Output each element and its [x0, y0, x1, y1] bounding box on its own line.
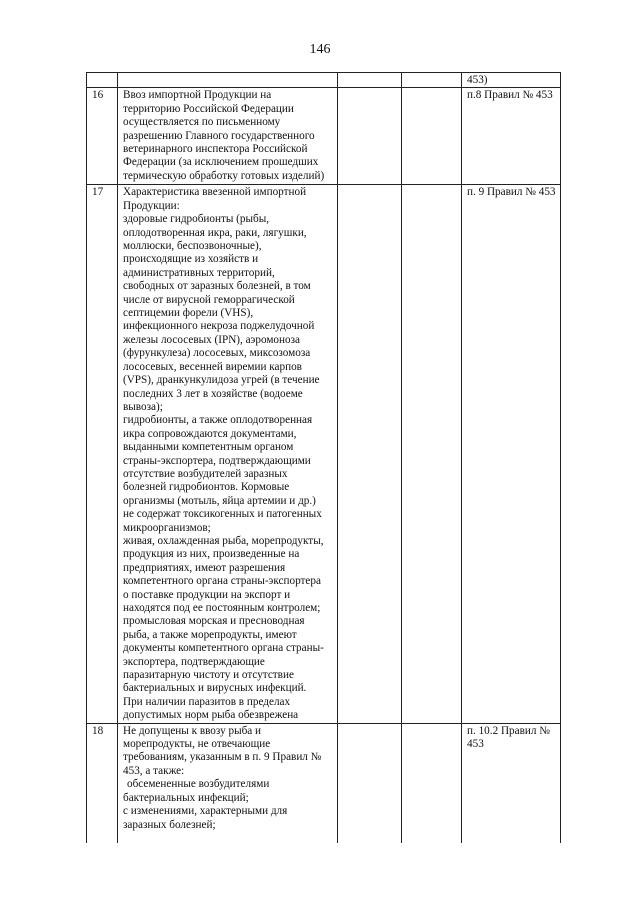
text-line: ветеринарного инспектора Российской	[123, 143, 308, 156]
empty-cell-a	[338, 88, 402, 185]
empty-cell-b	[402, 185, 462, 723]
text-line: термическую обработку готовых изделий)	[123, 169, 325, 182]
text-line: бактериальных инфекций;	[123, 791, 249, 804]
empty-cell-b	[402, 88, 462, 185]
text-line: здоровые гидробионты (рыбы,	[123, 213, 270, 226]
text-line: При наличии паразитов в пределах	[123, 695, 291, 708]
text-line: Федерации (за исключением прошедших	[123, 156, 319, 169]
reference-cell	[462, 73, 561, 88]
text-line: предприятиях, имеют разрешения	[123, 561, 286, 574]
text-line: Продукции:	[123, 199, 180, 212]
text-line: компетентного органа страны-экспортера	[123, 575, 321, 588]
requirement-text	[118, 88, 338, 185]
page-number: 146	[309, 42, 331, 57]
text-line: оплодотворенная икра, раки, лягушки,	[123, 226, 307, 239]
reference-cell	[462, 185, 561, 723]
table-body	[87, 73, 561, 844]
text-line: о поставке продукции на экспорт и	[123, 588, 291, 601]
reference-line: 453	[467, 738, 484, 751]
text-line: отсутствие возбудителей заразных	[123, 467, 288, 480]
text-line: (VPS), дранкункулидоза угрей (в течение	[123, 374, 320, 387]
text-line: свободных от заразных болезней, в том	[123, 280, 311, 293]
text-line: разрешению Главного государственного	[123, 129, 315, 142]
text-line: Ввоз импортной Продукции на	[123, 89, 272, 102]
text-line: (фурункулеза) лососевых, миксозомоза	[123, 347, 311, 360]
reference-line: 453)	[467, 74, 488, 86]
table-row	[87, 73, 561, 88]
text-line: происходящие из хозяйств и	[123, 253, 259, 266]
text-line: рыба, а также морепродукты, имеют	[123, 628, 297, 641]
text-line: документы компетентного органа страны-	[123, 642, 324, 655]
reference-line: п. 9 Правил № 453	[467, 186, 556, 199]
text-line: лососевых, весенней виремии карпов	[123, 360, 302, 373]
text-line: паразитарную чистоту и отсутствие	[123, 669, 294, 682]
empty-cell-a	[338, 185, 402, 723]
text-line: Характеристика ввезенной импортной	[123, 186, 307, 199]
table-row	[87, 185, 561, 723]
text-line: септицемии форели (VHS),	[123, 307, 254, 320]
text-line: не содержат токсикогенных и патогенных	[123, 508, 322, 521]
requirement-text	[118, 73, 338, 88]
text-line: железы лососевых (IPN), аэромоноза	[123, 333, 300, 346]
row-number	[87, 73, 118, 88]
empty-cell-a	[338, 723, 402, 843]
text-line: морепродукты, не отвечающие	[123, 738, 271, 751]
row-number: 18	[87, 723, 118, 843]
text-line: живая, охлажденная рыба, морепродукты,	[123, 534, 324, 547]
text-line: страны-экспортера, подтверждающими	[123, 454, 311, 467]
text-line: экспортера, подтверждающие	[123, 655, 265, 668]
text-line: числе от вирусной геморрагической	[123, 293, 295, 306]
text-line: обсемененные возбудителями	[127, 778, 270, 791]
text-line: допустимых норм рыба обезврежена	[123, 709, 299, 722]
requirement-text	[118, 723, 338, 843]
text-line: продукция из них, произведенные на	[123, 548, 300, 561]
text-line: административных территорий,	[123, 266, 275, 279]
row-number: 17	[87, 185, 118, 723]
table-row	[87, 723, 561, 843]
text-line: территорию Российской Федерации	[123, 102, 294, 115]
text-line: 453, а также:	[123, 764, 185, 777]
text-line: икра сопровождаются документами,	[123, 427, 297, 440]
text-line: гидробионты, а также оплодотворенная	[123, 414, 313, 427]
text-line: находятся под ее постоянным контролем;	[123, 602, 321, 614]
reference-cell	[462, 88, 561, 185]
text-line: требованиям, указанным в п. 9 Правил №	[123, 751, 322, 764]
table-row	[87, 88, 561, 185]
empty-cell-a	[338, 73, 402, 88]
text-line: последних 3 лет в хозяйстве (водоеме	[123, 387, 303, 400]
text-line: инфекционного некроза поджелудочной	[123, 320, 315, 333]
text-line: Не допущены к ввозу рыба и	[123, 724, 262, 737]
text-line: осуществляется по письменному	[123, 116, 281, 129]
reference-cell	[462, 723, 561, 843]
requirements-table	[86, 72, 561, 843]
text-line: моллюски, беспозвоночные),	[123, 240, 262, 253]
reference-line: п. 10.2 Правил №	[467, 724, 550, 737]
text-line: выданными компетентным органом	[123, 441, 294, 454]
text-line: вывоза);	[123, 400, 163, 413]
text-line: с изменениями, характерными для	[123, 805, 288, 818]
text-line: промысловая морская и пресноводная	[123, 615, 305, 628]
empty-cell-b	[402, 723, 462, 843]
text-line: микроорганизмов;	[123, 521, 211, 534]
text-line: организмы (мотыль, яйца артемии и др.)	[123, 494, 316, 507]
empty-cell-b	[402, 73, 462, 88]
row-number: 16	[87, 88, 118, 185]
reference-line: п.8 Правил № 453	[467, 89, 553, 102]
text-line: заразных болезней;	[123, 818, 216, 831]
text-line: болезней гидробионтов. Кормовые	[123, 481, 290, 494]
text-line: бактериальных и вирусных инфекций.	[123, 682, 307, 695]
requirement-text	[118, 185, 338, 723]
